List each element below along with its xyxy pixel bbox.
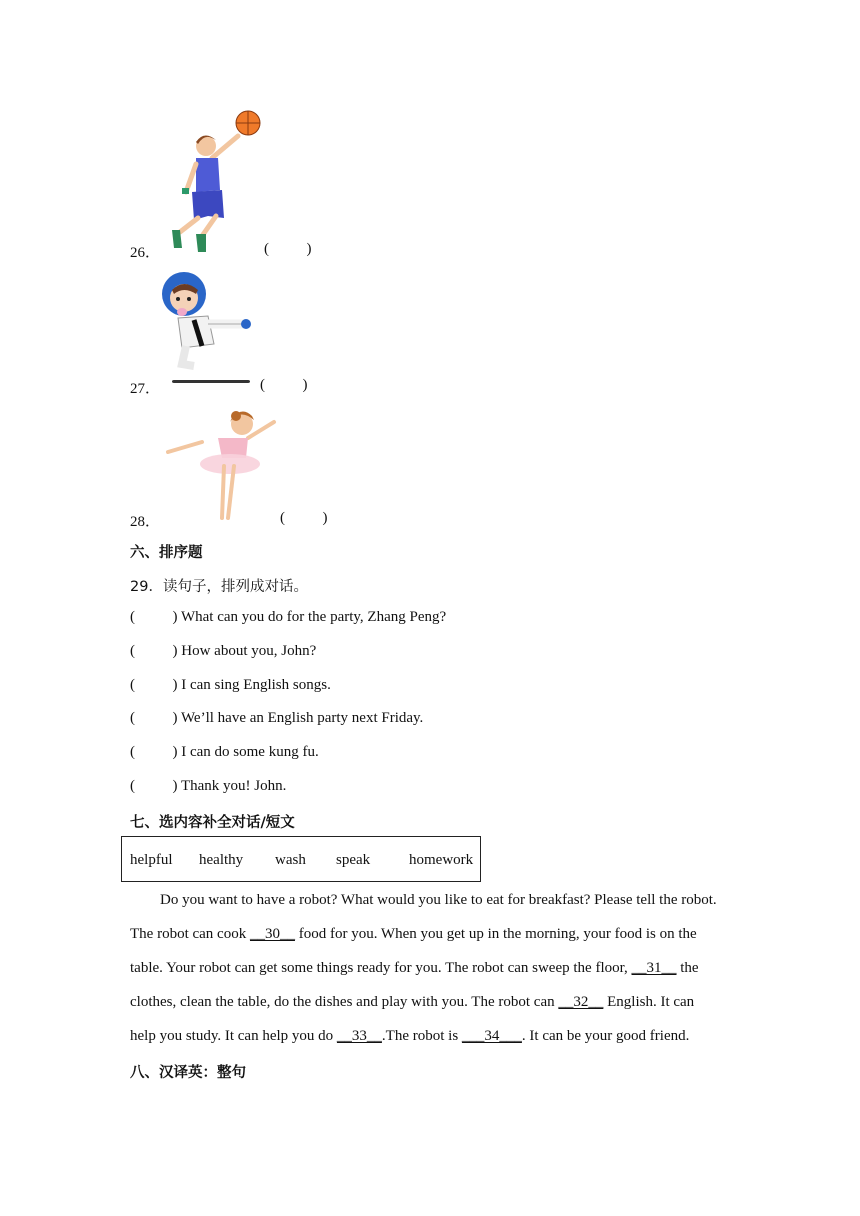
blank-31[interactable]: __31__: [631, 960, 677, 976]
passage-line-1: Do you want to have a robot? What would you like to eat for breakfast? Please tell the robot.: [160, 892, 717, 908]
passage-line-4: clothes, clean the table, do the dishes and play with you. The robot can __32__ English. It can: [130, 994, 695, 1010]
word-bank-item: helpful: [130, 852, 173, 868]
passage-line-5: help you study. It can help you do __33__.The robot is ___34___. It can be your good friend.: [130, 1028, 690, 1044]
word-bank-item: speak: [336, 852, 371, 868]
passage-line-2: The robot can cook __30__ food for you. When you get up in the morning, your food is on the: [130, 926, 697, 942]
question-29-instruction: 29．读句子，排列成对话。: [130, 579, 308, 595]
section-8-heading: 八、汉译英：整句: [130, 1065, 246, 1081]
kung-fu-kid-icon: [158, 268, 256, 390]
blank-34[interactable]: ___34___: [461, 1028, 522, 1044]
answer-blank-27[interactable]: ( ): [260, 377, 308, 393]
order-item[interactable]: ( ) We’ll have an English party next Friday.: [130, 710, 424, 726]
blank-33[interactable]: __33__: [336, 1028, 382, 1044]
blank-32[interactable]: __32__: [558, 994, 604, 1010]
question-number-28: 28．: [130, 514, 161, 530]
answer-blank-26[interactable]: ( ): [264, 241, 312, 257]
blank-30[interactable]: __30__: [249, 926, 295, 942]
section-6-heading: 六、排序题: [130, 545, 203, 561]
order-item[interactable]: ( ) I can do some kung fu.: [130, 744, 319, 760]
question-number-27: 27．: [130, 381, 161, 397]
word-bank-item: wash: [275, 852, 306, 868]
word-bank-item: healthy: [199, 852, 244, 868]
order-item[interactable]: ( ) Thank you! John.: [130, 778, 287, 794]
word-bank-item: homework: [409, 852, 474, 868]
answer-blank-28[interactable]: ( ): [280, 510, 328, 526]
word-bank-box: [121, 836, 481, 882]
passage-line-3: table. Your robot can get some things ready for you. The robot can sweep the floor, __31__ the: [130, 960, 699, 976]
question-number-26: 26．: [130, 245, 161, 261]
order-item[interactable]: ( ) What can you do for the party, Zhang Peng?: [130, 609, 447, 625]
order-item[interactable]: ( ) I can sing English songs.: [130, 677, 331, 693]
ballet-dancer-icon: [162, 402, 278, 520]
order-item[interactable]: ( ) How about you, John?: [130, 643, 317, 659]
basketball-player-icon: [160, 108, 265, 254]
section-7-heading: 七、选内容补全对话/短文: [130, 815, 295, 831]
